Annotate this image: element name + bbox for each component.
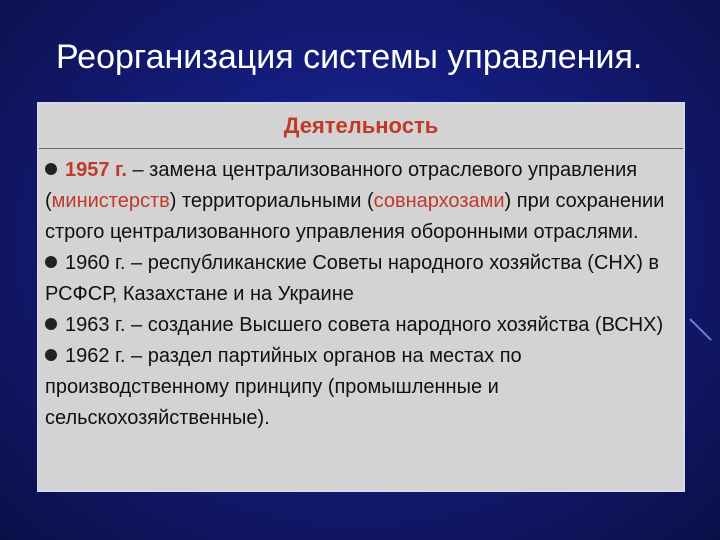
item-term: совнархозами xyxy=(373,190,505,212)
decorative-line xyxy=(689,318,712,341)
slide-title: Реорганизация системы управления. xyxy=(56,38,643,76)
list-item xyxy=(45,341,677,434)
bullet-icon xyxy=(45,163,57,175)
panel-body xyxy=(39,149,683,434)
item-text: – замена централизованного отраслевого управления ( xyxy=(45,159,638,212)
item-text: ) территориальными ( xyxy=(169,190,374,212)
bullet-icon xyxy=(45,349,57,361)
item-text: 1960 г. – республиканские Советы народного хозяйства (СНХ) в РСФСР, Казахстане и на Украине xyxy=(45,252,660,305)
list-item xyxy=(45,248,677,310)
panel-header-label: Деятельность xyxy=(283,113,439,138)
bullet-icon xyxy=(45,318,57,330)
list-item xyxy=(45,310,677,341)
list-item xyxy=(45,155,677,248)
panel-header xyxy=(39,104,683,149)
item-year: 1957 г. xyxy=(65,159,127,181)
bullet-icon xyxy=(45,256,57,268)
item-text: ) при сохранении строго централизованного управления оборонными отраслями. xyxy=(45,190,665,243)
item-text: 1963 г. – создание Высшего совета народного хозяйства (ВСНХ) xyxy=(65,314,664,336)
content-panel xyxy=(37,102,685,492)
item-text: 1962 г. – раздел партийных органов на местах по производственному принципу (промышленные и сельскохозяйственные). xyxy=(45,345,522,429)
item-term: министерств xyxy=(51,190,170,212)
